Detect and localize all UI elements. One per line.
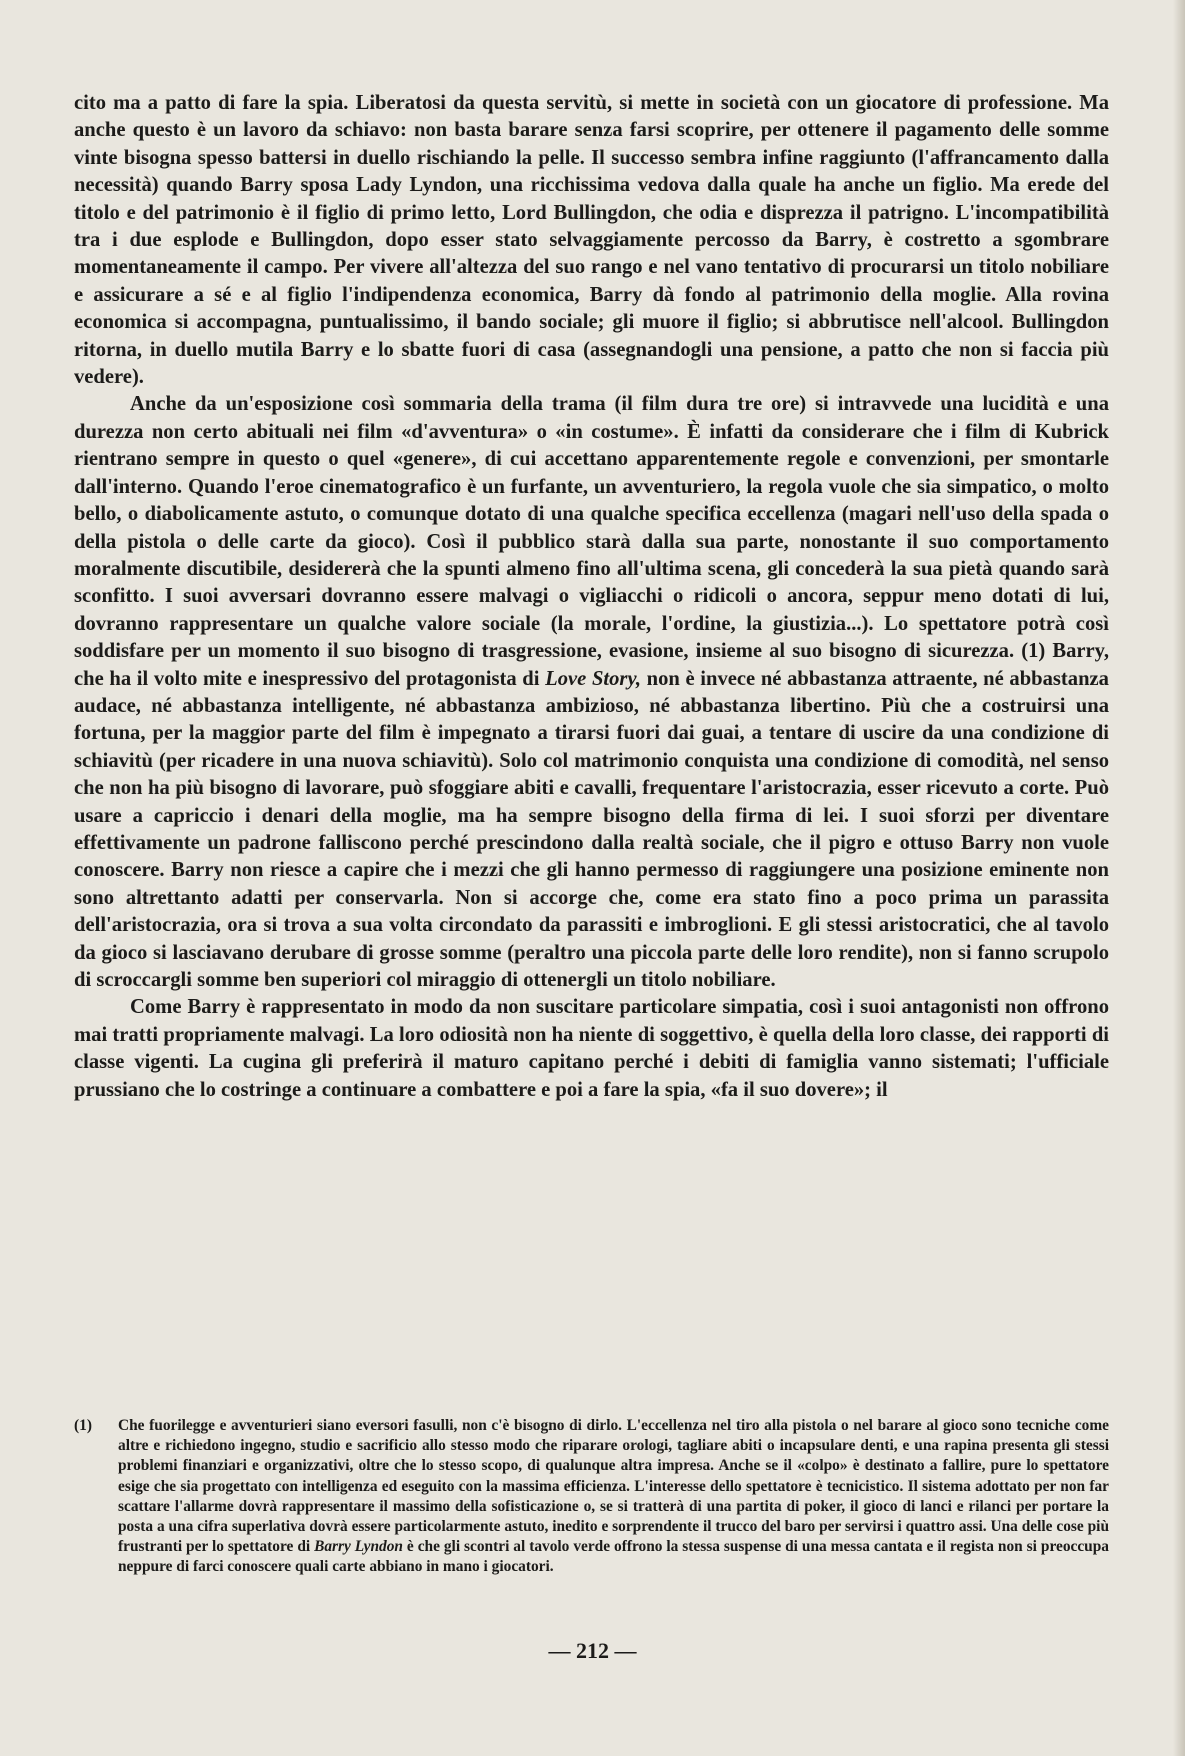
page-number: — 212 —: [548, 1638, 637, 1663]
paragraph: Come Barry è rappresentato in modo da non suscitare particolare simpatia, così i suoi antagonisti non offrono mai tratti propriamente malvagi. La loro odiosità non ha niente di soggettivo, è quella della loro classe, dei rapporti di classe vigenti. La cugina gli preferirà il maturo capitano perché i debiti di famiglia vanno sistemati; l'ufficiale prussiano che lo costringe a continuare a combattere e poi a fare la spia, «fa il suo dovere»; il: [74, 996, 1109, 1101]
footnote: [74, 1416, 1109, 1578]
paragraph: cito ma a patto di fare la spia. Liberatosi da questa servitù, si mette in società con un giocatore di professione. Ma anche questo è un lavoro da schiavo: non basta barare senza farsi scoprire, per ottenere il pagamento delle somme vinte bisogna spesso battersi in duello rischiando la pelle. Il successo sembra infine raggiunto (l'affrancamento dalla necessità) quando Barry sposa Lady Lyndon, una ricchissima vedova dalla quale ha anche un figlio. Ma erede del titolo e del patrimonio è il figlio di primo letto, Lord Bullingdon, che odia e disprezza il patrigno. L'incompatibilità tra i due esplode e Bullingdon, dopo esser stato selvaggiamente percosso da Barry, è costretto a sgombrare momentaneamente il campo. Per vivere all'altezza del suo rango e nel vano tentativo di procurarsi un titolo nobiliare e assicurare a sé e al figlio l'indipendenza economica, Barry dà fondo al patrimonio della moglie. Alla rovina economica si accompagna, puntualissimo, il bando sociale; gli muore il figlio; si abbrutisce nell'alcool. Bullingdon ritorna, in duello mutila Barry e lo sbatte fuori di casa (assegnandogli una pensione, a patto che non si faccia più vedere).: [74, 92, 1109, 389]
footnote-number: (1): [74, 1417, 92, 1434]
footnote-text-part: è che gli scontri al tavolo verde offrono la stessa suspense di una messa cantata e il regista non si preoccupa neppure di farci conoscere quali carte abbiano in mano i giocatori.: [118, 1538, 1109, 1576]
paragraph-text: non è invece né abbastanza attraente, né abbastanza audace, né abbastanza intelligente, né abbastanza ambizioso, né abbastanza libertino. Più che a costruirsi una fortuna, per la maggior parte del film è impegnato a tirarsi fuori dai guai, a tentare di uscire da una condizione di schiavitù (per ricadere in una nuova schiavitù). Solo col matrimonio conquista una condizione di comodità, nel senso che non ha più bisogno di lavorare, può sfoggiare abiti e cavalli, frequentare l'aristocrazia, esser ricevuto a corte. Può usare a capriccio i denari della moglie, ma ha sempre bisogno della firma di lei. I suoi sforzi per diventare effettivamente un padrone falliscono perché prescindono dalla realtà sociale, che il pigro e ottuso Barry non vuole conoscere. Barry non riesce a capire che i mezzi che gli hanno permesso di raggiungere una posizione eminente non sono altrettanto adatti per conservarla. Non si accorge che, come era stato fino a poco prima un parassita dell'aristocrazia, ora si trova a sua volta circondato da parassiti e imbroglioni. E gli stessi aristocratici, che al tavolo da gioco si lasciavano derubare di grosse somme (peraltro una piccola parte delle loro rendite), non si fanno scrupolo di scroccargli somme ben superiori col miraggio di ottenergli un titolo nobiliare.: [74, 667, 1109, 991]
footnote-text: [118, 1416, 1109, 1578]
paragraph: [74, 391, 1109, 994]
main-text: [74, 90, 1109, 1104]
footnote-text-part: Che fuorilegge e avventurieri siano eversori fasulli, non c'è bisogno di dirlo. L'eccellenza nel tiro alla pistola o nel barare al gioco sono tecniche come altre e richiedono ingegno, studio e sacrificio allo stesso modo che riparare orologi, tagliare abiti o incapsulare denti, e una rapina presenta gli stessi problemi finanziari e organizzativi, oltre che lo stesso scopo, di qualunque altra impresa. Anche se il «colpo» è destinato a fallire, pure lo spettatore esige che sia progettato con intelligenza ed eseguito con la massima efficienza. L'interesse dello spettatore è tecnicistico. Il sistema adottato per non far scattare l'allarme dovrà rappresentare il massimo della sofisticazione o, se si tratterà di una partita di poker, il gioco di lanci e rilanci per portare la posta a una cifra superlativa dovrà essere particolarmente astuto, inedito e sorprendente il trucco del baro per servirsi i quattro assi. Una delle cose più frustranti per lo spettatore di: [118, 1417, 1109, 1556]
film-title-love-story: Love Story,: [545, 667, 641, 690]
paragraph-text: Anche da un'esposizione così sommaria della trama (il film dura tre ore) si intravvede una lucidità e una durezza non certo abituali nei film «d'avventura» o «in costume». È infatti da considerare che i film di Kubrick rientrano sempre in questo o quel «genere», di cui accettano apparentemente regole e convenzioni, per smontarle dall'interno. Quando l'eroe cinematografico è un furfante, un avventuriero, la regola vuole che sia simpatico, o molto bello, o diabolicamente astuto, o comunque dotato di una qualche specifica eccellenza (magari nell'uso della spada o della pistola o delle carte da gioco). Così il pubblico starà dalla sua parte, nonostante il suo comportamento moralmente discutibile, desidererà che la spunti almeno fino all'ultima scena, gli concederà la sua pietà quando sarà sconfitto. I suoi avversari dovranno essere malvagi o vigliacchi o ridicoli o ancora, seppur meno dotati di lui, dovranno rappresentare un qualche valore sociale (la morale, l'ordine, la giustizia...). Lo spettatore potrà così soddisfare per un momento il suo bisogno di trasgressione, evasione, insieme al suo bisogno di sicurezza. (1) Barry, che ha il volto mite e inespressivo del protagonista di: [74, 393, 1109, 690]
film-title-barry-lyndon: Barry Lyndon: [314, 1538, 403, 1556]
